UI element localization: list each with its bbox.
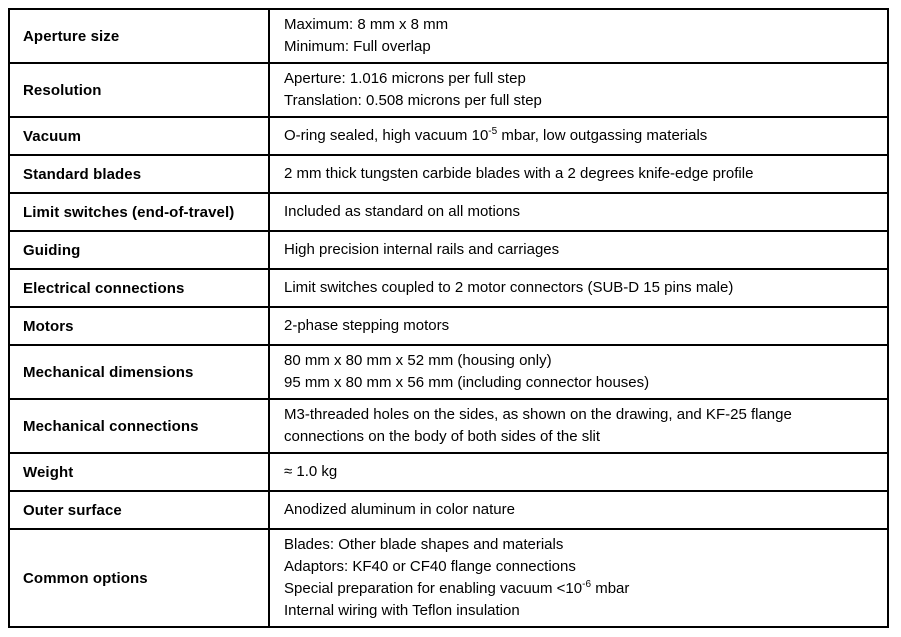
spec-value-line bbox=[284, 277, 873, 299]
spec-label-cell: Motors bbox=[10, 308, 270, 344]
value-text: Anodized aluminum in color nature bbox=[284, 501, 515, 518]
spec-value-cell bbox=[270, 400, 887, 452]
value-text: O-ring sealed, high vacuum 10 bbox=[284, 127, 489, 144]
spec-label-cell: Electrical connections bbox=[10, 270, 270, 306]
spec-value-cell bbox=[270, 454, 887, 490]
value-text: Minimum: Full overlap bbox=[284, 38, 431, 55]
spec-label-cell: Weight bbox=[10, 454, 270, 490]
spec-value-line bbox=[284, 90, 873, 112]
spec-label-cell: Aperture size bbox=[10, 10, 270, 62]
value-text: Aperture: 1.016 microns per full step bbox=[284, 70, 526, 87]
table-row bbox=[10, 306, 887, 344]
spec-value-cell bbox=[270, 118, 887, 154]
value-text: ≈ 1.0 kg bbox=[284, 463, 338, 480]
value-text: mbar, low outgassing materials bbox=[497, 127, 708, 144]
spec-value-cell bbox=[270, 156, 887, 192]
table-row bbox=[10, 398, 887, 452]
value-text: Internal wiring with Teflon insulation bbox=[284, 602, 520, 619]
value-text: Translation: 0.508 microns per full step bbox=[284, 92, 542, 109]
table-row bbox=[10, 268, 887, 306]
spec-label-cell: Standard blades bbox=[10, 156, 270, 192]
table-row bbox=[10, 344, 887, 398]
table-row bbox=[10, 230, 887, 268]
spec-value-line bbox=[284, 556, 873, 578]
spec-value-line bbox=[284, 201, 873, 223]
spec-value-line bbox=[284, 125, 873, 147]
spec-value-cell bbox=[270, 492, 887, 528]
table-row bbox=[10, 154, 887, 192]
spec-value-line bbox=[284, 239, 873, 261]
spec-value-line bbox=[284, 68, 873, 90]
spec-value-cell bbox=[270, 232, 887, 268]
spec-value-line bbox=[284, 36, 873, 58]
table-row bbox=[10, 490, 887, 528]
superscript-text: -6 bbox=[582, 579, 592, 590]
value-text: Limit switches coupled to 2 motor connectors (SUB-D 15 pins male) bbox=[284, 279, 734, 296]
table-row bbox=[10, 10, 887, 62]
spec-label-cell: Mechanical dimensions bbox=[10, 346, 270, 398]
spec-label-cell: Common options bbox=[10, 530, 270, 626]
value-text: High precision internal rails and carriages bbox=[284, 241, 560, 258]
value-text: M3-threaded holes on the sides, as shown on the drawing, and KF-25 flange connections on the body of both sides of the slit bbox=[284, 406, 792, 445]
spec-value-cell bbox=[270, 64, 887, 116]
spec-value-line bbox=[284, 14, 873, 36]
value-text: 2 mm thick tungsten carbide blades with a 2 degrees knife-edge profile bbox=[284, 165, 754, 182]
value-text: Included as standard on all motions bbox=[284, 203, 520, 220]
spec-value-cell bbox=[270, 530, 887, 626]
spec-label-cell: Mechanical connections bbox=[10, 400, 270, 452]
spec-value-line bbox=[284, 534, 873, 556]
spec-label-cell: Vacuum bbox=[10, 118, 270, 154]
spec-value-line bbox=[284, 315, 873, 337]
value-text: 95 mm x 80 mm x 56 mm (including connector houses) bbox=[284, 374, 650, 391]
spec-value-line bbox=[284, 600, 873, 622]
table-row bbox=[10, 116, 887, 154]
spec-value-line bbox=[284, 350, 873, 372]
spec-value-cell bbox=[270, 10, 887, 62]
spec-value-cell bbox=[270, 270, 887, 306]
value-text: 2-phase stepping motors bbox=[284, 317, 450, 334]
spec-label-cell: Resolution bbox=[10, 64, 270, 116]
table-row bbox=[10, 62, 887, 116]
specification-table bbox=[8, 8, 889, 628]
spec-value-cell bbox=[270, 194, 887, 230]
spec-value-line bbox=[284, 372, 873, 394]
spec-label-cell: Guiding bbox=[10, 232, 270, 268]
table-row bbox=[10, 528, 887, 626]
spec-label-cell: Outer surface bbox=[10, 492, 270, 528]
value-text: Special preparation for enabling vacuum <10 bbox=[284, 580, 583, 597]
table-row bbox=[10, 192, 887, 230]
spec-value-line bbox=[284, 163, 873, 185]
table-row bbox=[10, 452, 887, 490]
value-text: 80 mm x 80 mm x 52 mm (housing only) bbox=[284, 352, 552, 369]
spec-value-cell bbox=[270, 308, 887, 344]
spec-value-line bbox=[284, 499, 873, 521]
superscript-text: -5 bbox=[488, 126, 498, 137]
spec-value-cell bbox=[270, 346, 887, 398]
spec-value-line bbox=[284, 404, 873, 448]
value-text: Blades: Other blade shapes and materials bbox=[284, 536, 564, 553]
value-text: mbar bbox=[591, 580, 630, 597]
value-text: Adaptors: KF40 or CF40 flange connections bbox=[284, 558, 576, 575]
value-text: Maximum: 8 mm x 8 mm bbox=[284, 16, 449, 33]
spec-value-line bbox=[284, 461, 873, 483]
spec-label-cell: Limit switches (end-of-travel) bbox=[10, 194, 270, 230]
spec-value-line bbox=[284, 578, 873, 600]
